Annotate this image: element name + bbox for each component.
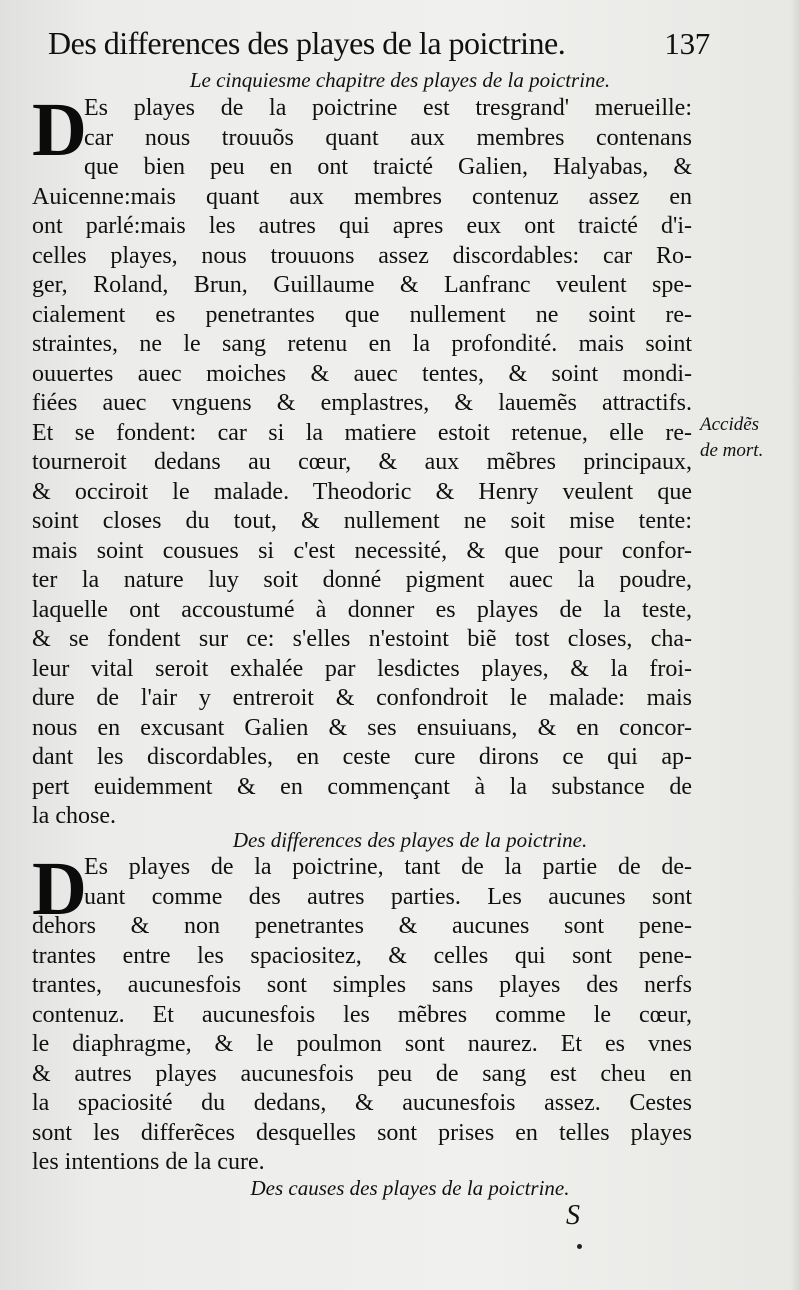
text-line: leur vital seroit exhalée par lesdictes playes, & la froi- [32,655,692,682]
section2-body [32,847,692,1178]
text-line: & se fondent sur ce: s'elles n'estoint biẽ tost closes, cha- [32,626,692,652]
text-line: cialement es penetrantes que nullement ne soint re- [32,301,692,328]
chapter-heading: Le cinquiesme chapitre des playes de la poictrine. [189,68,611,92]
drop-cap: D [32,88,87,172]
text-line: la chose. [32,803,116,829]
text-line: straintes, ne le sang retenu en la profondité. mais soint [32,331,692,357]
text-line: que bien peu en ont traicté Galien, Halyabas, & [84,154,692,180]
section-heading: Des causes des playes de la poictrine. [250,1176,570,1200]
running-title: Des differences des playes de la poictrine. [48,25,566,61]
text-line: dure de l'air y entreroit & confondroit le malade: mais [32,685,692,711]
page-edge-shadow [790,0,800,1290]
drop-cap: D [32,847,87,931]
page-number: 137 [664,26,710,61]
text-line: mais soint cousues si c'est necessité, & que pour confor- [32,537,692,564]
text-line: ger, Roland, Brun, Guillaume & Lanfranc veulent spe- [32,272,692,298]
text-line: le diaphragme, & le poulmon sont naurez. Et es vnes [32,1031,692,1057]
section-heading: Des differences des playes de la poictrine. [232,828,588,852]
ink-dot [577,1244,582,1249]
text-line: & autres playes aucunesfois peu de sang est cheu en [32,1060,692,1087]
text-line: dehors & non penetrantes & aucunes sont pene- [32,913,692,939]
margin-note-line: Accidẽs [700,414,760,435]
running-header [48,20,710,66]
text-line: les intentions de la cure. [32,1149,265,1175]
text-line: contenuz. Et aucunesfois les mẽbres comme le cœur, [32,1001,692,1028]
catchword: S [566,1200,580,1231]
text-line: nous en excusant Galien & ses ensuiuans, & en concor- [32,714,692,741]
text-line: sont les differẽces desquelles sont prises en telles playes [32,1119,692,1146]
text-line: pert euidemment & en commençant à la substance de [32,773,692,800]
text-line: ouuertes auec moiches & auec tentes, & soint mondi- [32,360,692,387]
text-line: Auicenne:mais quant aux membres contenuz assez en [32,183,692,210]
text-line: celles playes, nous trouuons assez discordables: car Ro- [32,242,692,269]
text-line: uant comme des autres parties. Les aucunes sont [84,883,692,910]
section1-body [32,88,692,832]
text-line: trantes entre les spaciositez, & celles qui sont pene- [32,942,692,969]
text-line: tourneroit dedans au cœur, & aux mẽbres principaux, [32,449,692,475]
margin-note-line: de mort. [700,440,764,461]
text-line: Es playes de la poictrine est tresgrand' merueille: [84,95,692,121]
text-line: ont parlé:mais les autres qui apres eux ont traicté d'i- [32,213,692,239]
text-line: soint closes du tout, & nullement ne soit mise tente: [32,508,692,534]
text-line: & occiroit le malade. Theodoric & Henry veulent que [32,478,692,505]
text-line: Es playes de la poictrine, tant de la partie de de- [84,854,692,880]
text-line: dant les discordables, en ceste cure dirons ce qui ap- [32,744,692,770]
text-line: fiées auec vnguens & emplastres, & lauemẽs attractifs. [32,390,692,416]
text-line: laquelle ont accoustumé à donner es playes de la teste, [32,596,692,623]
text-line: ter la nature luy soit donné pigment auec la poudre, [32,567,692,593]
margin-note [700,412,796,464]
text-line: trantes, aucunesfois sont simples sans playes des nerfs [32,972,692,998]
text-line: Et se fondent: car si la matiere estoit retenue, elle re- [32,419,692,446]
text-line: car nous trouuõs quant aux membres contenans [84,124,692,151]
text-line: la spaciosité du dedans, & aucunesfois assez. Cestes [32,1090,692,1116]
